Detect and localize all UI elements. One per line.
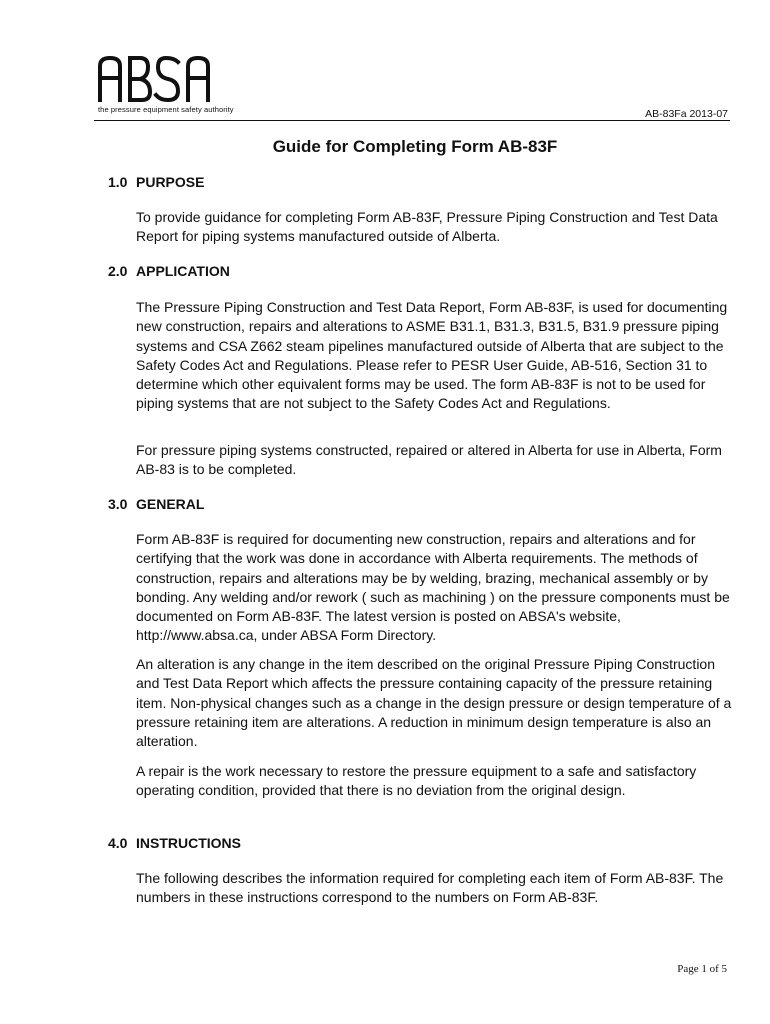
section-title: PURPOSE [136,174,205,190]
logo-tagline: the pressure equipment safety authority [98,105,234,114]
paragraph: An alteration is any change in the item described on the original Pressure Piping Construction and Test Data Report which affects the pressure containing capacity of the pressure retaining item. Non-physical changes such as a change in the design pressure or design temperature of a pressure retaining item are alterations. A reduction in minimum design temperature is also an alteration. [136,656,732,750]
paragraph: The Pressure Piping Construction and Test Data Report, Form AB-83F, is used for documenting new construction, repairs and alterations to ASME B31.1, B31.3, B31.5, B31.9 pressure piping systems and CSA Z662 steam pipelines manufactured outside of Alberta that are subject to the Safety Codes Act and Regulations. Please refer to PESR User Guide, AB-516, Section 31 to determine which other equivalent forms may be used. The form AB-83F is not to be used for piping systems that are not subject to the Safety Codes Act and Regulations. [136,299,728,412]
logo-text: ABSA [96,50,99,51]
section-number: 2.0 [108,263,128,279]
section-number: 3.0 [108,496,128,512]
section-heading-purpose [108,174,204,190]
paragraph: Form AB-83F is required for documenting new construction, repairs and alterations and for certifying that the work was done in accordance with Alberta requirements. The methods of construction, repairs and alterations may be by welding, brazing, mechanical assembly or by bonding. Any welding and/or rework ( such as machining ) on the pressure components must be documented on Form AB-83F. The latest version is posted on ABSA's website, http://www.absa.ca, under ABSA Form Directory. [136,531,730,644]
section-number: 4.0 [108,835,128,851]
page-number: Page 1 of 5 [677,963,727,975]
section-heading-general [108,496,204,512]
paragraph: To provide guidance for completing Form AB-83F, Pressure Piping Construction and Test Data Report for piping systems manufactured outside of Alberta. [136,209,718,245]
section-number: 1.0 [108,174,128,190]
section-heading-application [108,263,230,279]
document-code: AB-83Fa 2013-07 [645,108,728,120]
page-title: Guide for Completing Form AB-83F [272,137,558,156]
section-title: GENERAL [136,496,205,512]
paragraph: The following describes the information required for completing each item of Form AB-83F. The numbers in these instructions correspond to the numbers on Form AB-83F. [136,870,724,906]
section-heading-instructions [108,835,241,851]
section-title: APPLICATION [136,263,230,279]
section-title: INSTRUCTIONS [136,835,241,851]
paragraph: A repair is the work necessary to restore the pressure equipment to a safe and satisfactory operating condition, provided that there is no deviation from the original design. [136,763,697,799]
paragraph: For pressure piping systems constructed, repaired or altered in Alberta for use in Alberta, Form AB-83 is to be completed. [136,442,722,478]
header-divider [94,120,730,121]
